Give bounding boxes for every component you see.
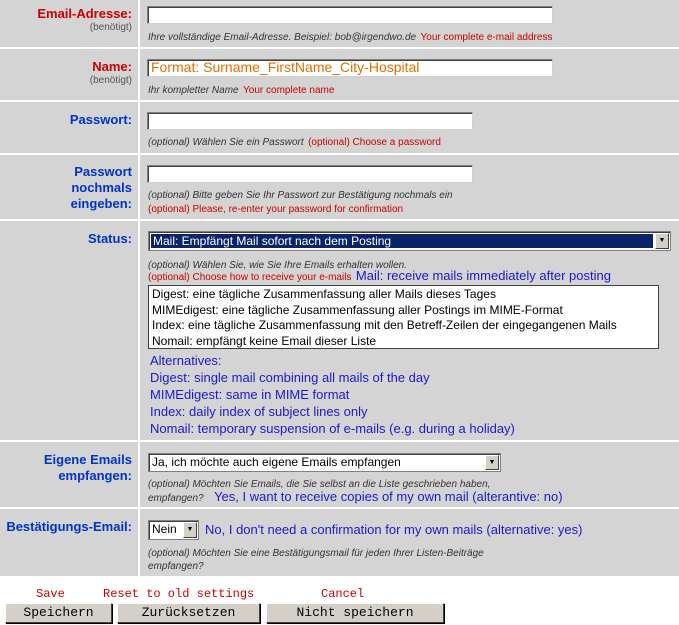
password-label-cell: [0, 102, 138, 154]
password-confirm-label-3: eingeben:: [70, 196, 132, 211]
status-translation-selected: Mail: receive mails immediately after posting: [355, 268, 611, 283]
status-value-cell: [140, 221, 679, 441]
confirmation-select[interactable]: [148, 520, 199, 540]
save-button[interactable]: Speichern: [5, 603, 112, 623]
confirmation-selected: Nein: [152, 522, 177, 536]
save-note: Save: [36, 587, 65, 601]
status-label: Status:: [87, 231, 132, 246]
reset-note: Reset to old settings: [103, 587, 255, 601]
status-label-cell: [0, 221, 138, 441]
password-hint: (optional) Wählen Sie ein Passwort: [148, 137, 304, 148]
confirmation-translation: No, I don't need a confirmation for my own mails (alternative: yes): [205, 522, 583, 537]
password-confirm-input[interactable]: [147, 165, 473, 183]
email-translation: Your complete e-mail address: [420, 32, 553, 43]
confirmation-label: Bestätigungs-Email:: [6, 519, 132, 534]
password-confirm-label-2: nochmals: [71, 180, 132, 195]
own-emails-label-cell: [0, 442, 138, 508]
status-option-digest[interactable]: Digest: eine tägliche Zusammenfassung aller Mails dieses Tages: [152, 287, 496, 301]
status-option-index[interactable]: Index: eine tägliche Zusammenfassung mit den Betreff-Zeilen der eingegangenen Mails: [152, 318, 617, 332]
status-option-nomail[interactable]: Nomail: empfängt keine Email dieser Liste: [152, 333, 377, 348]
status-translation: (optional) Choose how to receive your e-mails: [148, 272, 352, 283]
email-required: (benötigt): [89, 22, 132, 33]
password-confirm-value-cell: [140, 155, 679, 220]
status-alt-index: Index: daily index of subject lines only: [150, 404, 368, 419]
confirmation-hint-2: empfangen?: [148, 561, 204, 572]
own-emails-selected: Ja, ich möchte auch eigene Emails empfangen: [152, 455, 401, 469]
status-alt-mimedigest: MIMEdigest: same in MIME format: [150, 387, 350, 402]
email-input[interactable]: [147, 6, 553, 24]
status-selected: Mail: Empfängt Mail sofort nach dem Posting: [151, 234, 653, 248]
own-emails-hint-1: (optional) Möchten Sie Emails, die Sie selbst an die Liste geschrieben haben,: [148, 479, 491, 490]
name-value-cell: [140, 49, 679, 101]
name-label: Name:: [92, 59, 132, 74]
password-confirm-label-1: Passwort: [74, 164, 132, 179]
password-translation: (optional) Choose a password: [308, 137, 441, 148]
status-alt-digest: Digest: single mail combining all mails of the day: [150, 370, 430, 385]
email-label-cell: [0, 0, 138, 48]
reset-button[interactable]: Zurücksetzen: [117, 603, 260, 623]
email-label: Email-Adresse:: [37, 6, 132, 21]
password-value-cell: [140, 102, 679, 154]
password-confirm-label-cell: [0, 155, 138, 220]
status-hint: (optional) Wählen Sie, wie Sie Ihre Emails erhalten wollen.: [148, 260, 408, 271]
name-label-cell: [0, 49, 138, 101]
password-label: Passwort:: [69, 112, 132, 127]
chevron-down-icon[interactable]: ▼: [183, 522, 197, 538]
status-alternatives-heading: Alternatives:: [150, 353, 222, 368]
name-translation: Your complete name: [243, 85, 335, 96]
own-emails-translation: Yes, I want to receive copies of my own mail (alterantive: no): [214, 489, 563, 504]
email-hint: Ihre vollständige Email-Adresse. Beispiel: bob@irgendwo.de: [148, 32, 417, 43]
own-emails-select[interactable]: [148, 453, 501, 472]
chevron-down-icon[interactable]: ▼: [485, 455, 499, 470]
name-required: (benötigt): [89, 75, 132, 86]
own-emails-value-cell: [140, 442, 679, 508]
chevron-down-icon[interactable]: ▼: [655, 233, 669, 249]
password-confirm-hint: (optional) Bitte geben Sie Ihr Passwort zur Bestätigung nochmals ein: [148, 190, 453, 201]
name-input[interactable]: Format: Surname_FirstName_City-Hospital: [147, 59, 553, 77]
name-hint: Ihr kompletter Name: [148, 85, 239, 96]
status-options-list[interactable]: [148, 285, 659, 349]
email-value-cell: [140, 0, 679, 48]
cancel-note: Cancel: [321, 587, 365, 601]
confirmation-value-cell: [140, 509, 679, 577]
own-emails-label-2: empfangen:: [58, 468, 132, 483]
password-confirm-translation: (optional) Please, re-enter your password for confirmation: [148, 204, 404, 215]
status-alt-nomail: Nomail: temporary suspension of e-mails (e.g. during a holiday): [150, 421, 515, 436]
own-emails-label-1: Eigene Emails: [43, 452, 132, 467]
own-emails-hint-2: empfangen?: [148, 493, 204, 504]
password-input[interactable]: [147, 112, 473, 130]
status-select[interactable]: [148, 231, 671, 251]
status-option-mimedigest[interactable]: MIMEdigest: eine tägliche Zusammenfassung aller Postings im MIME-Format: [152, 302, 563, 317]
confirmation-hint-1: (optional) Möchten Sie eine Bestätigungsmail für jeden Ihrer Listen-Beiträge: [148, 548, 484, 559]
confirmation-label-cell: [0, 509, 138, 577]
cancel-button[interactable]: Nicht speichern: [266, 603, 444, 623]
